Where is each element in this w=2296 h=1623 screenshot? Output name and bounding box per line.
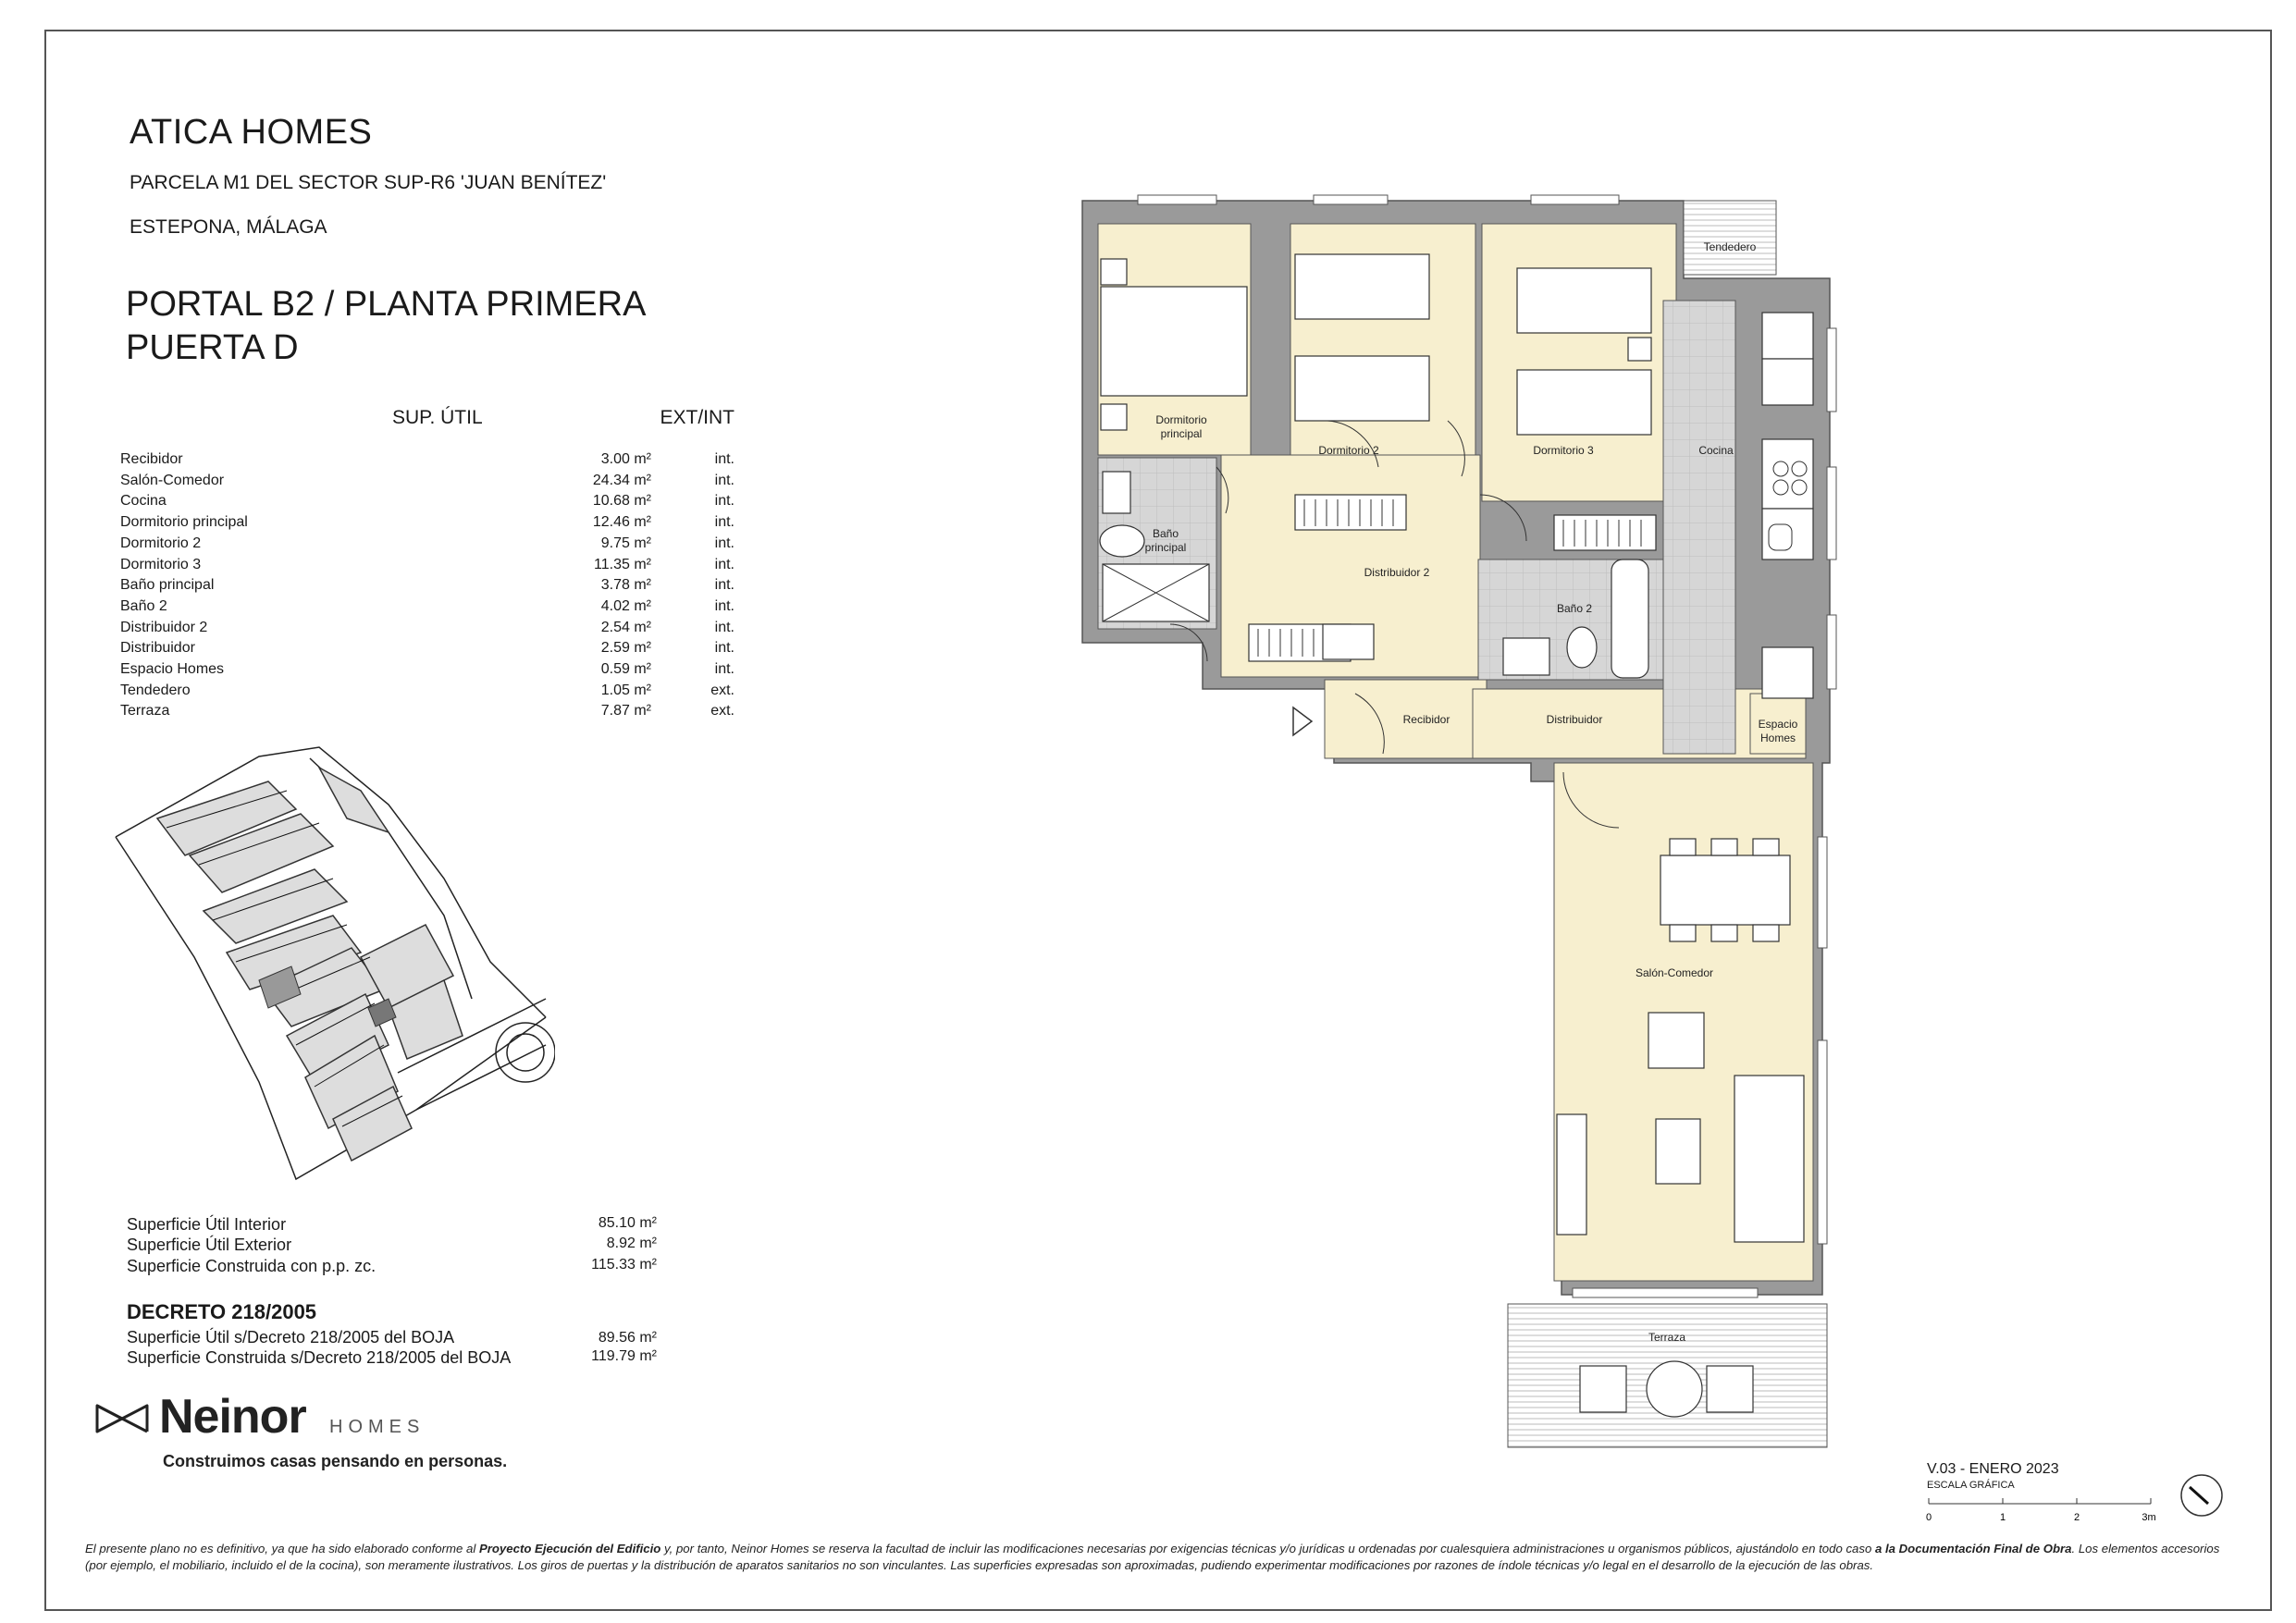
col-ext-header: EXT/INT	[660, 407, 734, 428]
surface-label: Superficie Útil Exterior	[127, 1236, 292, 1254]
area-value: 3.00 m²	[600, 451, 651, 467]
decreto-label: Superficie Útil s/Decreto 218/2005 del BOJA	[127, 1328, 455, 1346]
area-type: int.	[714, 661, 734, 678]
area-row	[120, 596, 734, 618]
area-name: Espacio Homes	[120, 661, 225, 678]
room-dormitorio-3	[1482, 224, 1676, 501]
area-value: 11.35 m²	[594, 556, 651, 572]
area-row	[120, 471, 734, 492]
area-row	[120, 659, 734, 681]
site-plan	[111, 740, 555, 1193]
area-row	[120, 512, 734, 534]
decreto-label: Superficie Construida s/Decreto 218/2005 del BOJA	[127, 1348, 512, 1367]
surface-label: Superficie Útil Interior	[127, 1215, 287, 1234]
area-value: 3.78 m²	[600, 577, 651, 594]
area-type: int.	[714, 514, 734, 531]
brand-title: ATICA HOMES	[130, 113, 373, 152]
floor-plan	[1073, 190, 1841, 1457]
area-value: 1.05 m²	[600, 682, 651, 698]
label-distribuidor-2: Distribuidor 2	[1364, 566, 1430, 579]
area-name: Dormitorio 3	[120, 556, 202, 572]
area-type: int.	[714, 535, 734, 551]
area-type: int.	[714, 451, 734, 467]
portal-line-1: PORTAL B2 / PLANTA PRIMERA	[126, 285, 647, 324]
col-sup-header: SUP. ÚTIL	[392, 407, 483, 428]
scale-tick: 2	[2073, 1512, 2080, 1523]
area-type: int.	[714, 619, 734, 635]
version-text: V.03 - ENERO 2023	[1927, 1461, 2059, 1477]
area-type: int.	[714, 556, 734, 572]
area-row	[120, 491, 734, 512]
area-name: Tendedero	[120, 682, 191, 698]
label-cocina: Cocina	[1698, 444, 1734, 457]
logo-homes: HOMES	[329, 1417, 426, 1437]
neinor-logo-icon	[94, 1398, 150, 1439]
area-type: ext.	[710, 682, 734, 698]
portal-title	[126, 283, 646, 370]
area-type: int.	[714, 597, 734, 614]
label-dormitorio-3: Dormitorio 3	[1533, 444, 1594, 457]
label-distribuidor: Distribuidor	[1546, 713, 1603, 726]
area-value: 10.68 m²	[592, 493, 651, 510]
areas-table	[120, 407, 734, 722]
area-row	[120, 555, 734, 576]
logo-tagline: Construimos casas pensando en personas.	[163, 1452, 508, 1470]
surface-label: Superficie Construida con p.p. zc.	[127, 1257, 376, 1275]
area-type: int.	[714, 577, 734, 594]
area-name: Dormitorio principal	[120, 514, 248, 531]
decreto-title: DECRETO 218/2005	[127, 1300, 317, 1323]
scale-tick: 3m	[2142, 1512, 2156, 1523]
area-name: Cocina	[120, 493, 167, 510]
portal-line-2: PUERTA D	[126, 328, 299, 367]
area-row	[120, 681, 734, 702]
logo-wordmark: Neinor	[159, 1390, 306, 1444]
label-recibidor: Recibidor	[1402, 713, 1450, 726]
area-type: int.	[714, 493, 734, 510]
area-name: Baño principal	[120, 577, 215, 594]
surface-value: 85.10 m²	[598, 1215, 657, 1231]
label-dormitorio-principal-2: principal	[1160, 427, 1203, 440]
label-bano-principal-2: principal	[1144, 541, 1187, 554]
decreto-value: 89.56 m²	[598, 1330, 657, 1346]
area-name: Baño 2	[120, 597, 167, 614]
room-tendedero	[1684, 201, 1776, 275]
label-espacio-1: Espacio	[1758, 718, 1798, 731]
area-name: Distribuidor	[120, 640, 195, 657]
area-row	[120, 701, 734, 722]
area-row	[120, 575, 734, 596]
area-value: 2.54 m²	[600, 619, 651, 635]
area-name: Salón-Comedor	[120, 472, 225, 488]
room-cocina	[1663, 301, 1735, 754]
label-tendedero: Tendedero	[1703, 240, 1757, 253]
area-value: 0.59 m²	[600, 661, 651, 678]
label-bano-2: Baño 2	[1556, 602, 1593, 615]
area-value: 9.75 m²	[600, 535, 651, 551]
area-name: Recibidor	[120, 451, 183, 467]
scale-tick: 0	[1925, 1512, 1932, 1523]
north-arrow-icon	[2179, 1472, 2225, 1518]
scale-bar	[1924, 1493, 2165, 1530]
label-espacio-2: Homes	[1759, 732, 1796, 744]
area-name: Terraza	[120, 703, 170, 719]
area-type: ext.	[710, 703, 734, 719]
area-row	[120, 638, 734, 659]
area-value: 24.34 m²	[592, 472, 651, 488]
area-type: int.	[714, 640, 734, 657]
surface-value: 8.92 m²	[606, 1236, 657, 1251]
label-terraza: Terraza	[1648, 1331, 1686, 1344]
parcela-text: PARCELA M1 DEL SECTOR SUP-R6 'JUAN BENÍTEZ'	[130, 172, 607, 193]
location-text: ESTEPONA, MÁLAGA	[130, 216, 327, 238]
area-row	[120, 449, 734, 471]
surface-value: 115.33 m²	[591, 1257, 657, 1273]
label-dormitorio-2: Dormitorio 2	[1318, 444, 1379, 457]
area-value: 7.87 m²	[600, 703, 651, 719]
area-name: Dormitorio 2	[120, 535, 202, 551]
scale-label: ESCALA GRÁFICA	[1927, 1480, 2015, 1491]
area-row	[120, 534, 734, 555]
label-dormitorio-principal-1: Dormitorio	[1155, 413, 1207, 426]
area-value: 12.46 m²	[592, 514, 651, 531]
area-name: Distribuidor 2	[120, 619, 208, 635]
label-bano-principal-1: Baño	[1152, 527, 1179, 540]
disclaimer: El presente plano no es definitivo, ya que ha sido elaborado conforme al Proyecto Ejecución del Edificio y, por tanto, Neinor Homes se reserva la facultad de incluir las modificaciones necesarias por exigencias técnicas y/o jurídicas u ordenadas por cualesquiera administraciones u organismos públicos, ajustándolo en todo caso a la Documentación Final de Obra. Los elementos accesorios (por ejemplo, el mobiliario, incluido el de la cocina), son meramente ilustrativos. Los giros de puertas y la distribución de aparatos sanitarios no son vinculantes. Las superficies expresadas son aproximadas, pudiendo experimentar modificaciones por razones de índole técnicas y/o legal en el desarrollo de la ejecución de las obras.	[85, 1542, 2220, 1572]
decreto-value: 119.79 m²	[591, 1348, 657, 1364]
area-type: int.	[714, 472, 734, 488]
label-salon: Salón-Comedor	[1635, 966, 1714, 979]
area-value: 2.59 m²	[600, 640, 651, 657]
entrance-arrow-icon	[1293, 707, 1312, 735]
scale-tick: 1	[1999, 1512, 2006, 1523]
area-value: 4.02 m²	[600, 597, 651, 614]
area-row	[120, 618, 734, 639]
